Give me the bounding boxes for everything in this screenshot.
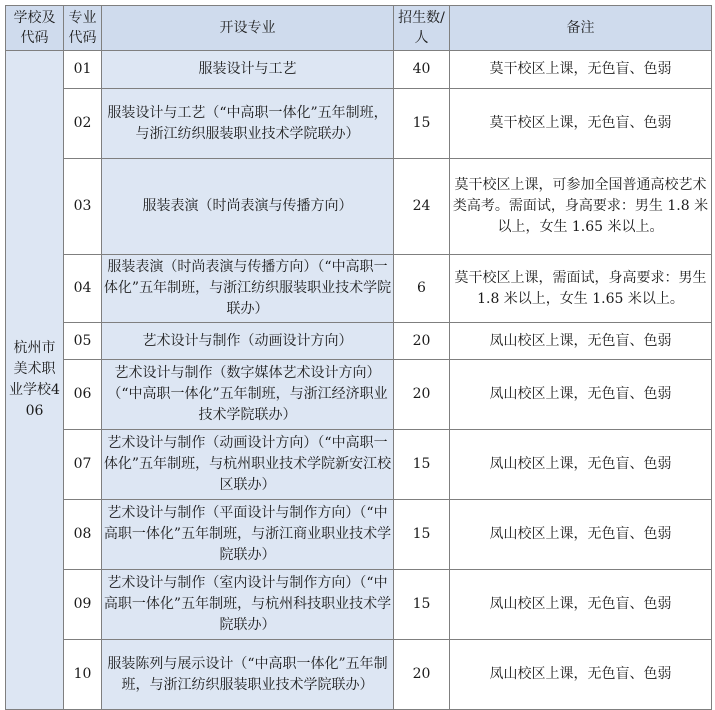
major-cell: 服装表演（时尚表演与传播方向） — [102, 159, 394, 255]
code-cell: 01 — [64, 51, 102, 89]
table-header-row — [6, 6, 712, 51]
table-row — [6, 500, 712, 570]
notes-cell: 凤山校区上课，无色盲、色弱 — [450, 360, 712, 430]
table-row — [6, 430, 712, 500]
quota-cell: 15 — [394, 89, 450, 159]
quota-cell: 40 — [394, 51, 450, 89]
major-cell: 服装设计与工艺（“中高职一体化”五年制班，与浙江纺织服装职业技术学院联办） — [102, 89, 394, 159]
header-code: 专业代码 — [64, 6, 102, 51]
notes-cell: 凤山校区上课，无色盲、色弱 — [450, 430, 712, 500]
table-row — [6, 323, 712, 360]
code-cell: 06 — [64, 360, 102, 430]
quota-cell: 15 — [394, 570, 450, 640]
notes-cell: 莫干校区上课，可参加全国普通高校艺术类高考。需面试，身高要求：男生 1.8 米以上，女生 1.65 米以上。 — [450, 159, 712, 255]
major-cell: 艺术设计与制作（数字媒体艺术设计方向）（“中高职一体化”五年制班，与浙江经济职业技术学院联办） — [102, 360, 394, 430]
code-cell: 08 — [64, 500, 102, 570]
table-row — [6, 640, 712, 710]
header-school: 学校及代码 — [6, 6, 64, 51]
notes-cell: 凤山校区上课，无色盲、色弱 — [450, 640, 712, 710]
code-cell: 07 — [64, 430, 102, 500]
quota-cell: 20 — [394, 640, 450, 710]
code-cell: 10 — [64, 640, 102, 710]
code-cell: 02 — [64, 89, 102, 159]
table-row — [6, 159, 712, 255]
notes-cell: 凤山校区上课，无色盲、色弱 — [450, 500, 712, 570]
table-row — [6, 51, 712, 89]
quota-cell: 20 — [394, 323, 450, 360]
header-quota: 招生数/人 — [394, 6, 450, 51]
code-cell: 09 — [64, 570, 102, 640]
header-notes: 备注 — [450, 6, 712, 51]
notes-cell: 莫干校区上课，需面试，身高要求：男生 1.8 米以上，女生 1.65 米以上。 — [450, 255, 712, 323]
school-name-cell: 杭州市美术职业学校406 — [6, 51, 64, 710]
code-cell: 03 — [64, 159, 102, 255]
major-cell: 艺术设计与制作（动画设计方向）（“中高职一体化”五年制班，与杭州职业技术学院新安江校区联办） — [102, 430, 394, 500]
table-row — [6, 89, 712, 159]
notes-cell: 莫干校区上课，无色盲、色弱 — [450, 51, 712, 89]
notes-cell: 凤山校区上课，无色盲、色弱 — [450, 570, 712, 640]
table-row — [6, 360, 712, 430]
major-cell: 服装表演（时尚表演与传播方向）（“中高职一体化”五年制班，与浙江纺织服装职业技术学院联办） — [102, 255, 394, 323]
quota-cell: 20 — [394, 360, 450, 430]
major-cell: 艺术设计与制作（动画设计方向） — [102, 323, 394, 360]
quota-cell: 6 — [394, 255, 450, 323]
quota-cell: 24 — [394, 159, 450, 255]
major-cell: 服装陈列与展示设计（“中高职一体化”五年制班，与浙江纺织服装职业技术学院联办） — [102, 640, 394, 710]
notes-cell: 凤山校区上课，无色盲、色弱 — [450, 323, 712, 360]
table-row — [6, 255, 712, 323]
code-cell: 04 — [64, 255, 102, 323]
major-cell: 服装设计与工艺 — [102, 51, 394, 89]
code-cell: 05 — [64, 323, 102, 360]
notes-cell: 莫干校区上课，无色盲、色弱 — [450, 89, 712, 159]
admissions-table — [5, 5, 712, 710]
major-cell: 艺术设计与制作（平面设计与制作方向）（“中高职一体化”五年制班，与浙江商业职业技术学院联办） — [102, 500, 394, 570]
header-major: 开设专业 — [102, 6, 394, 51]
table-row — [6, 570, 712, 640]
major-cell: 艺术设计与制作（室内设计与制作方向）（“中高职一体化”五年制班，与杭州科技职业技术学院联办） — [102, 570, 394, 640]
quota-cell: 15 — [394, 430, 450, 500]
quota-cell: 15 — [394, 500, 450, 570]
